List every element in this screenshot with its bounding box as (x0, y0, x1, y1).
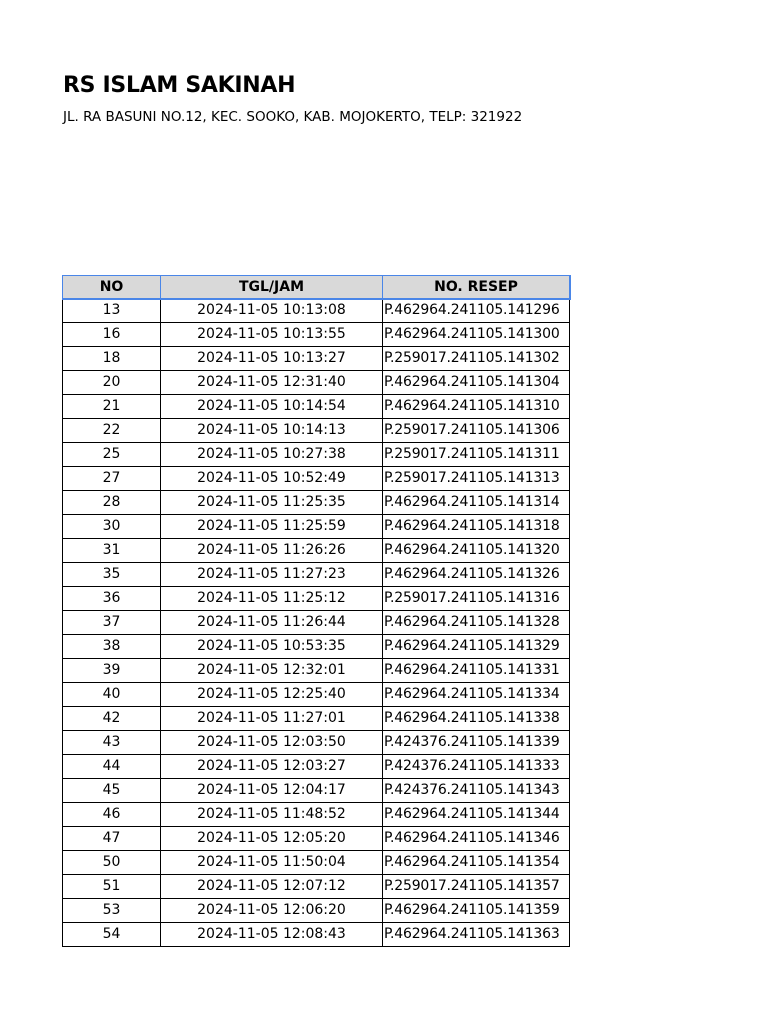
cell-tgl-jam: 2024-11-05 10:14:54 (161, 395, 383, 419)
table-body (63, 299, 570, 947)
table-row (63, 899, 570, 923)
cell-tgl-jam: 2024-11-05 11:48:52 (161, 803, 383, 827)
cell-tgl-jam: 2024-11-05 11:27:23 (161, 563, 383, 587)
cell-tgl-jam: 2024-11-05 12:04:17 (161, 779, 383, 803)
cell-no: 36 (63, 587, 161, 611)
cell-no-resep: P.462964.241105.141314 (383, 491, 570, 515)
table-row (63, 923, 570, 947)
cell-no-resep: P.462964.241105.141304 (383, 371, 570, 395)
cell-tgl-jam: 2024-11-05 10:13:08 (161, 299, 383, 323)
cell-no: 43 (63, 731, 161, 755)
cell-no: 46 (63, 803, 161, 827)
cell-tgl-jam: 2024-11-05 12:03:50 (161, 731, 383, 755)
cell-no: 44 (63, 755, 161, 779)
cell-no-resep: P.462964.241105.141344 (383, 803, 570, 827)
table-row (63, 827, 570, 851)
cell-no-resep: P.462964.241105.141328 (383, 611, 570, 635)
cell-no: 20 (63, 371, 161, 395)
cell-tgl-jam: 2024-11-05 12:31:40 (161, 371, 383, 395)
table-row (63, 851, 570, 875)
cell-no-resep: P.462964.241105.141310 (383, 395, 570, 419)
cell-no: 30 (63, 515, 161, 539)
column-header-no-resep: NO. RESEP (383, 276, 570, 299)
table-row (63, 755, 570, 779)
cell-no: 25 (63, 443, 161, 467)
table-row (63, 515, 570, 539)
cell-no: 38 (63, 635, 161, 659)
table-row (63, 611, 570, 635)
cell-tgl-jam: 2024-11-05 12:06:20 (161, 899, 383, 923)
table-row (63, 587, 570, 611)
table-row (63, 707, 570, 731)
hospital-address: JL. RA BASUNI NO.12, KEC. SOOKO, KAB. MOJOKERTO, TELP: 321922 (63, 109, 523, 125)
hospital-name: RS ISLAM SAKINAH (63, 73, 296, 98)
cell-tgl-jam: 2024-11-05 10:13:27 (161, 347, 383, 371)
cell-no: 47 (63, 827, 161, 851)
cell-no: 28 (63, 491, 161, 515)
table-row (63, 299, 570, 323)
cell-tgl-jam: 2024-11-05 12:03:27 (161, 755, 383, 779)
cell-no-resep: P.462964.241105.141331 (383, 659, 570, 683)
cell-no-resep: P.424376.241105.141333 (383, 755, 570, 779)
cell-tgl-jam: 2024-11-05 12:07:12 (161, 875, 383, 899)
column-header-tgl-jam: TGL/JAM (161, 276, 383, 299)
cell-no: 39 (63, 659, 161, 683)
cell-tgl-jam: 2024-11-05 11:26:26 (161, 539, 383, 563)
cell-no: 42 (63, 707, 161, 731)
cell-tgl-jam: 2024-11-05 12:25:40 (161, 683, 383, 707)
cell-no-resep: P.259017.241105.141316 (383, 587, 570, 611)
cell-no-resep: P.259017.241105.141357 (383, 875, 570, 899)
cell-no: 53 (63, 899, 161, 923)
cell-no: 13 (63, 299, 161, 323)
cell-tgl-jam: 2024-11-05 11:27:01 (161, 707, 383, 731)
cell-no: 18 (63, 347, 161, 371)
cell-no-resep: P.462964.241105.141334 (383, 683, 570, 707)
cell-no-resep: P.462964.241105.141354 (383, 851, 570, 875)
cell-no-resep: P.462964.241105.141359 (383, 899, 570, 923)
table-row (63, 803, 570, 827)
cell-no-resep: P.462964.241105.141346 (383, 827, 570, 851)
table-row (63, 347, 570, 371)
table-row (63, 779, 570, 803)
cell-no: 35 (63, 563, 161, 587)
cell-no-resep: P.259017.241105.141306 (383, 419, 570, 443)
cell-tgl-jam: 2024-11-05 11:25:35 (161, 491, 383, 515)
cell-no: 37 (63, 611, 161, 635)
cell-no-resep: P.462964.241105.141326 (383, 563, 570, 587)
cell-no: 40 (63, 683, 161, 707)
cell-no: 54 (63, 923, 161, 947)
cell-tgl-jam: 2024-11-05 11:25:12 (161, 587, 383, 611)
table-row (63, 395, 570, 419)
cell-tgl-jam: 2024-11-05 10:52:49 (161, 467, 383, 491)
cell-no-resep: P.462964.241105.141329 (383, 635, 570, 659)
cell-no: 45 (63, 779, 161, 803)
table-row (63, 659, 570, 683)
cell-tgl-jam: 2024-11-05 10:13:55 (161, 323, 383, 347)
cell-no: 22 (63, 419, 161, 443)
cell-no-resep: P.259017.241105.141313 (383, 467, 570, 491)
column-header-no: NO (63, 276, 161, 299)
table-row (63, 731, 570, 755)
cell-tgl-jam: 2024-11-05 10:27:38 (161, 443, 383, 467)
cell-no: 31 (63, 539, 161, 563)
cell-no-resep: P.424376.241105.141339 (383, 731, 570, 755)
cell-no-resep: P.259017.241105.141311 (383, 443, 570, 467)
table-row (63, 323, 570, 347)
cell-tgl-jam: 2024-11-05 12:08:43 (161, 923, 383, 947)
cell-no: 50 (63, 851, 161, 875)
table-row (63, 683, 570, 707)
cell-no: 27 (63, 467, 161, 491)
table-row (63, 371, 570, 395)
table-row (63, 539, 570, 563)
table-header (63, 276, 570, 299)
cell-no-resep: P.462964.241105.141363 (383, 923, 570, 947)
cell-tgl-jam: 2024-11-05 11:50:04 (161, 851, 383, 875)
cell-no-resep: P.424376.241105.141343 (383, 779, 570, 803)
cell-no-resep: P.462964.241105.141300 (383, 323, 570, 347)
cell-no: 51 (63, 875, 161, 899)
cell-no-resep: P.462964.241105.141318 (383, 515, 570, 539)
table-row (63, 443, 570, 467)
prescription-table (62, 275, 570, 947)
table-row (63, 467, 570, 491)
cell-tgl-jam: 2024-11-05 12:32:01 (161, 659, 383, 683)
cell-tgl-jam: 2024-11-05 12:05:20 (161, 827, 383, 851)
cell-no: 21 (63, 395, 161, 419)
table-row (63, 491, 570, 515)
cell-no-resep: P.462964.241105.141296 (383, 299, 570, 323)
table-row (63, 635, 570, 659)
table-row (63, 563, 570, 587)
cell-no: 16 (63, 323, 161, 347)
table-row (63, 419, 570, 443)
table-row (63, 875, 570, 899)
cell-tgl-jam: 2024-11-05 10:53:35 (161, 635, 383, 659)
cell-tgl-jam: 2024-11-05 11:26:44 (161, 611, 383, 635)
cell-tgl-jam: 2024-11-05 11:25:59 (161, 515, 383, 539)
table-header-row (63, 276, 570, 299)
cell-no-resep: P.462964.241105.141320 (383, 539, 570, 563)
cell-no-resep: P.462964.241105.141338 (383, 707, 570, 731)
cell-no-resep: P.259017.241105.141302 (383, 347, 570, 371)
cell-tgl-jam: 2024-11-05 10:14:13 (161, 419, 383, 443)
